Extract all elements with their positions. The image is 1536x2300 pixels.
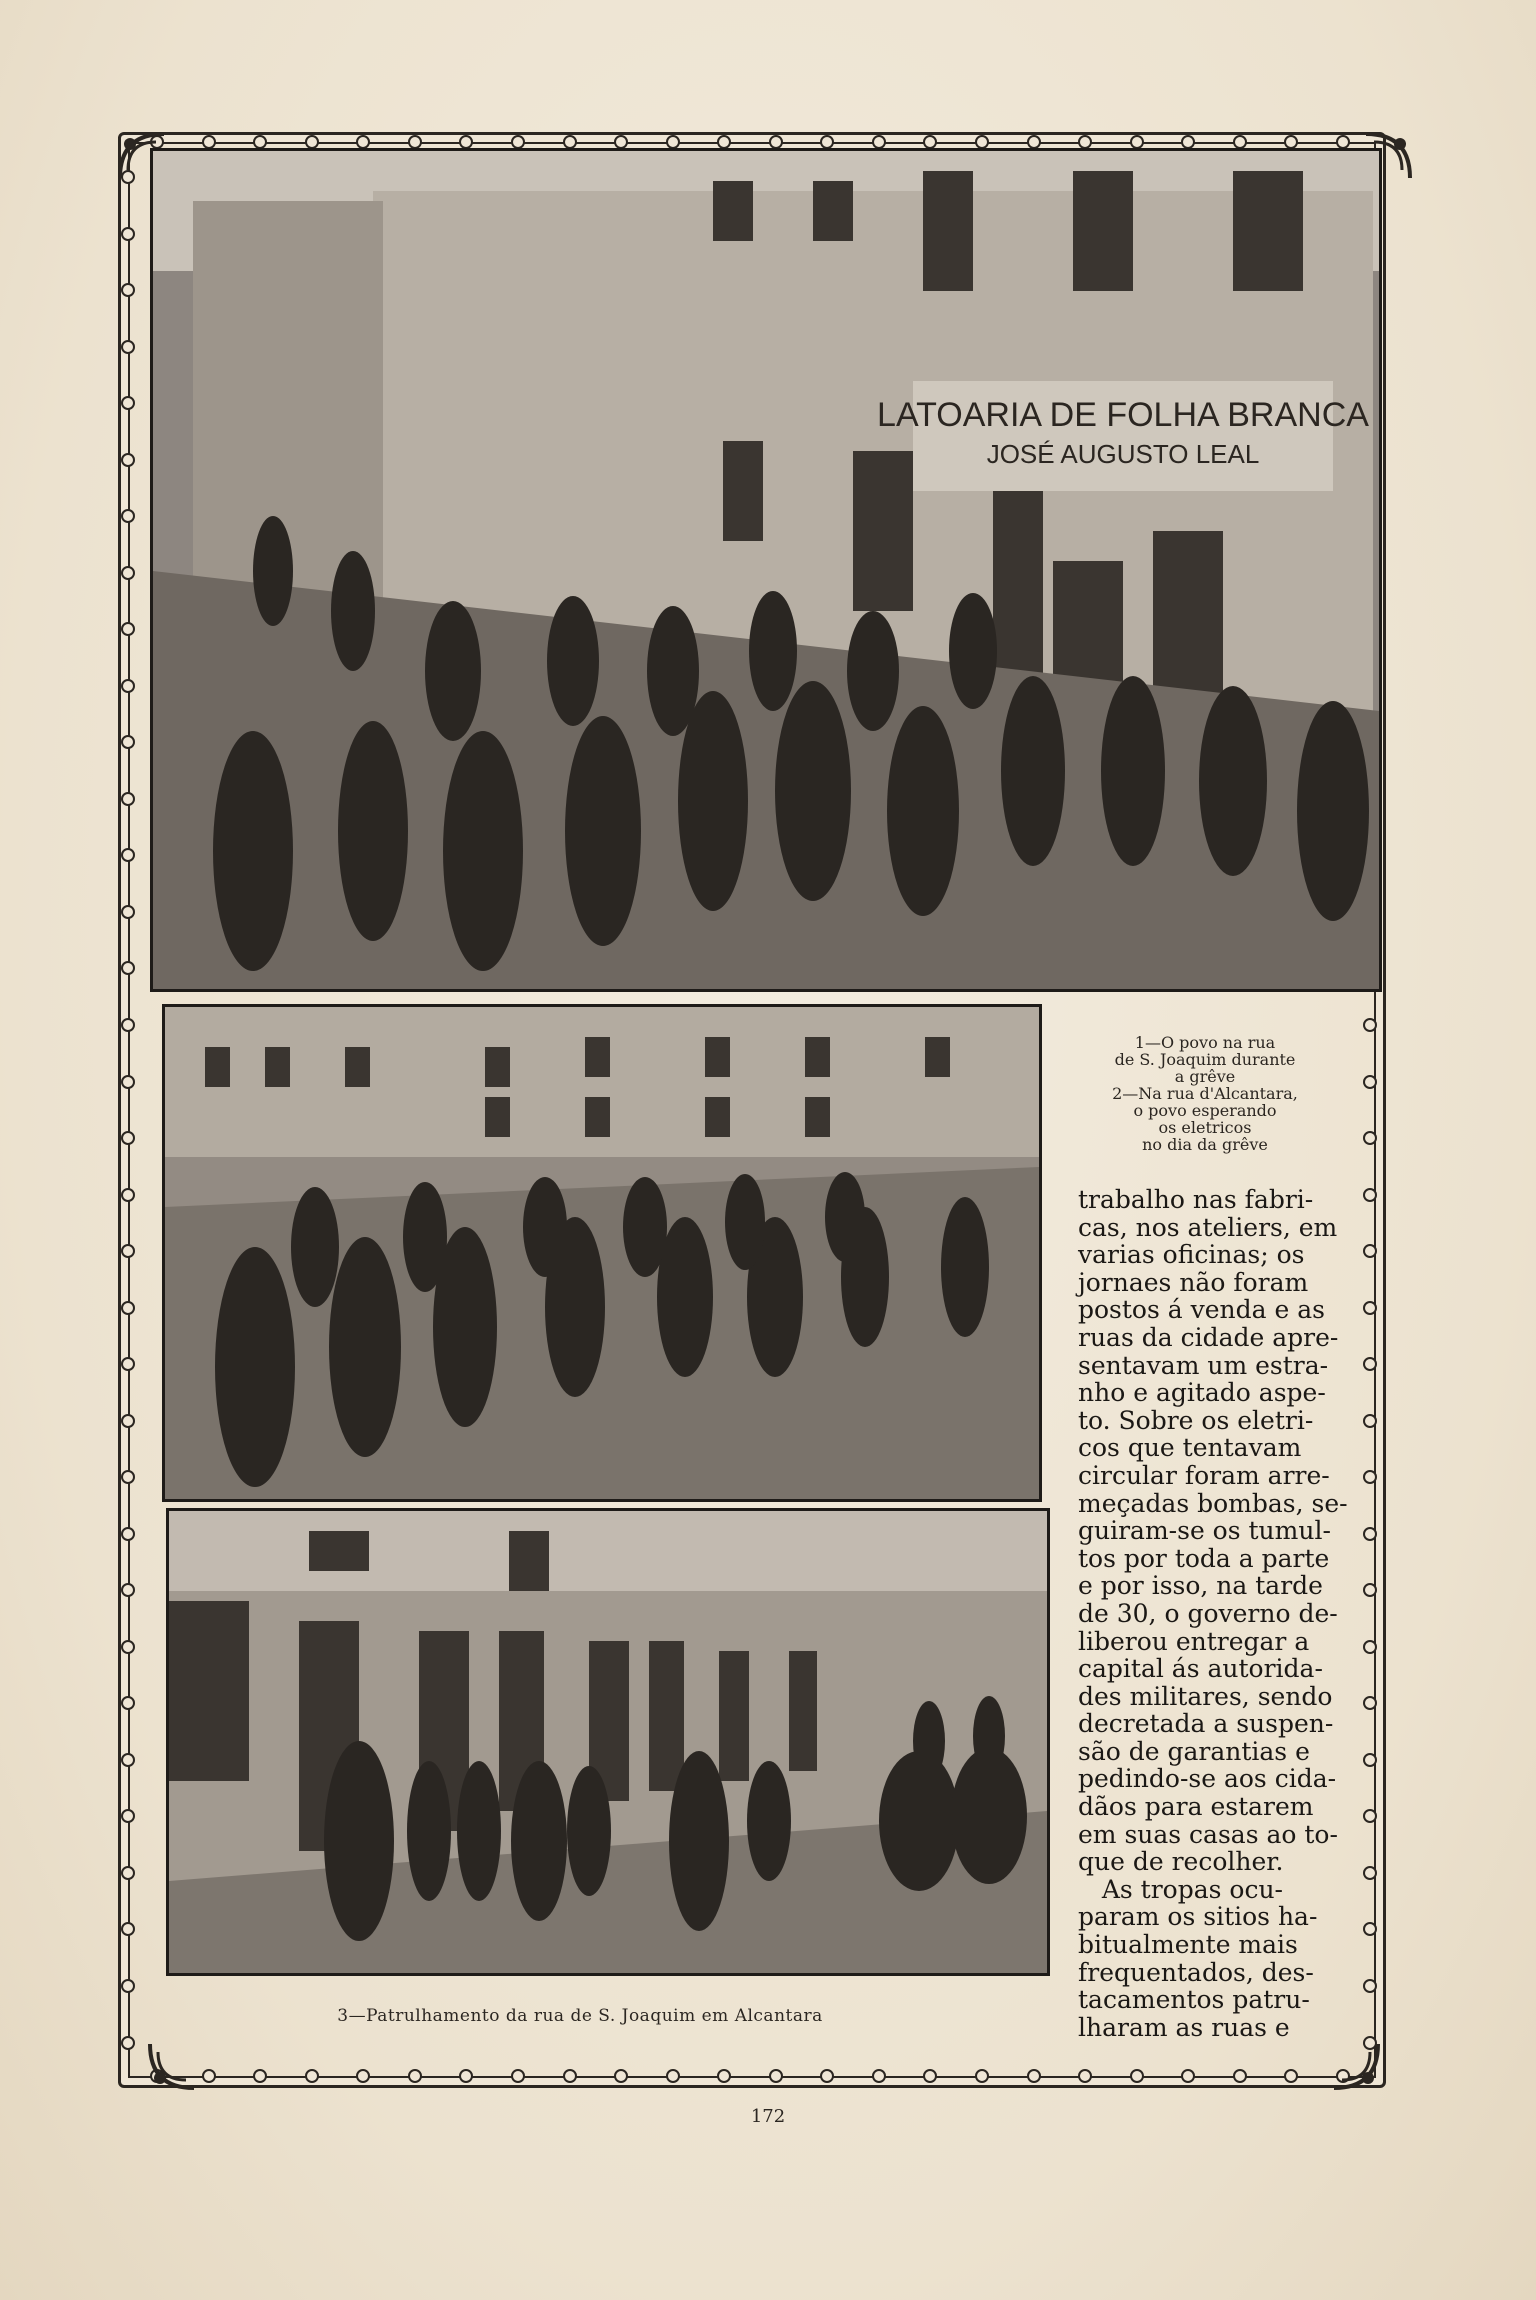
photo-crowd-rua-s-joaquim — [150, 148, 1382, 992]
page-number: 172 — [750, 2106, 786, 2127]
text-line: lharam as ruas e — [1078, 2012, 1290, 2042]
text-line: que de recolher. — [1078, 1847, 1284, 1877]
text-line: param os sitios ha- — [1078, 1902, 1318, 1932]
photo-caption-3: 3—Patrulhamento da rua de S. Joaquim em Alcantara — [337, 2006, 823, 2026]
text-line: meçadas bombas, se- — [1078, 1488, 1348, 1518]
caption-line: a grêve — [1174, 1067, 1236, 1086]
text-line: liberou entregar a — [1078, 1626, 1310, 1656]
corner-scroll-icon — [146, 2040, 198, 2092]
text-line: jornaes não foram — [1078, 1267, 1309, 1297]
text-line: postos á venda e as — [1078, 1295, 1325, 1325]
text-line: em suas casas ao to- — [1078, 1819, 1338, 1849]
text-line: to. Sobre os eletri- — [1078, 1405, 1314, 1435]
text-line: guiram-se os tumul- — [1078, 1516, 1331, 1546]
text-line: circular foram arre- — [1078, 1460, 1330, 1490]
caption-line: 1—O povo na rua — [1134, 1033, 1276, 1052]
caption-line: de S. Joaquim durante — [1114, 1050, 1296, 1069]
text-line: varias oficinas; os — [1078, 1240, 1305, 1270]
text-line: pedindo-se aos cida- — [1078, 1764, 1337, 1794]
photo-patrulhamento — [166, 1508, 1050, 1976]
corner-scroll-icon — [1330, 2040, 1382, 2092]
text-line: e por isso, na tarde — [1078, 1571, 1323, 1601]
frame-dots-top — [150, 135, 1350, 149]
text-line: des militares, sendo — [1078, 1681, 1333, 1711]
text-line: tos por toda a parte — [1078, 1543, 1330, 1573]
photo-rua-alcantara — [162, 1004, 1042, 1502]
caption-line: 2—Na rua d'Alcantara, — [1112, 1084, 1298, 1103]
photo-captions-1-2 — [1060, 1034, 1350, 1153]
caption-line: os eletricos — [1158, 1118, 1252, 1137]
text-line: cas, nos ateliers, em — [1078, 1212, 1338, 1242]
text-line: bitualmente mais — [1078, 1930, 1298, 1960]
text-line: capital ás autorida- — [1078, 1654, 1323, 1684]
text-line: ruas da cidade apre- — [1078, 1322, 1339, 1352]
text-line: trabalho nas fabri- — [1078, 1185, 1314, 1214]
shop-sign: LATOARIA DE FOLHA BRANCA — [877, 396, 1369, 434]
text-line: nho e agitado aspe- — [1078, 1378, 1326, 1408]
text-line: de 30, o governo de- — [1078, 1598, 1338, 1628]
frame-dots-bottom — [150, 2069, 1350, 2083]
text-line: são de garantias e — [1078, 1736, 1310, 1766]
frame-dots-left — [121, 170, 135, 2050]
text-line: cos que tentavam — [1078, 1433, 1302, 1463]
caption-line: o povo esperando — [1133, 1101, 1277, 1120]
article-body-text — [1078, 1185, 1348, 2042]
text-line: sentavam um estra- — [1078, 1350, 1329, 1380]
shop-sign-owner: JOSÉ AUGUSTO LEAL — [986, 439, 1260, 469]
caption-line: no dia da grêve — [1142, 1135, 1268, 1154]
text-line: As tropas ocu- — [1078, 1874, 1284, 1904]
text-line: tacamentos patru- — [1078, 1985, 1310, 2015]
text-line: decretada a suspen- — [1078, 1709, 1334, 1739]
text-line: dãos para estarem — [1078, 1792, 1314, 1822]
text-line: frequentados, des- — [1078, 1957, 1314, 1987]
